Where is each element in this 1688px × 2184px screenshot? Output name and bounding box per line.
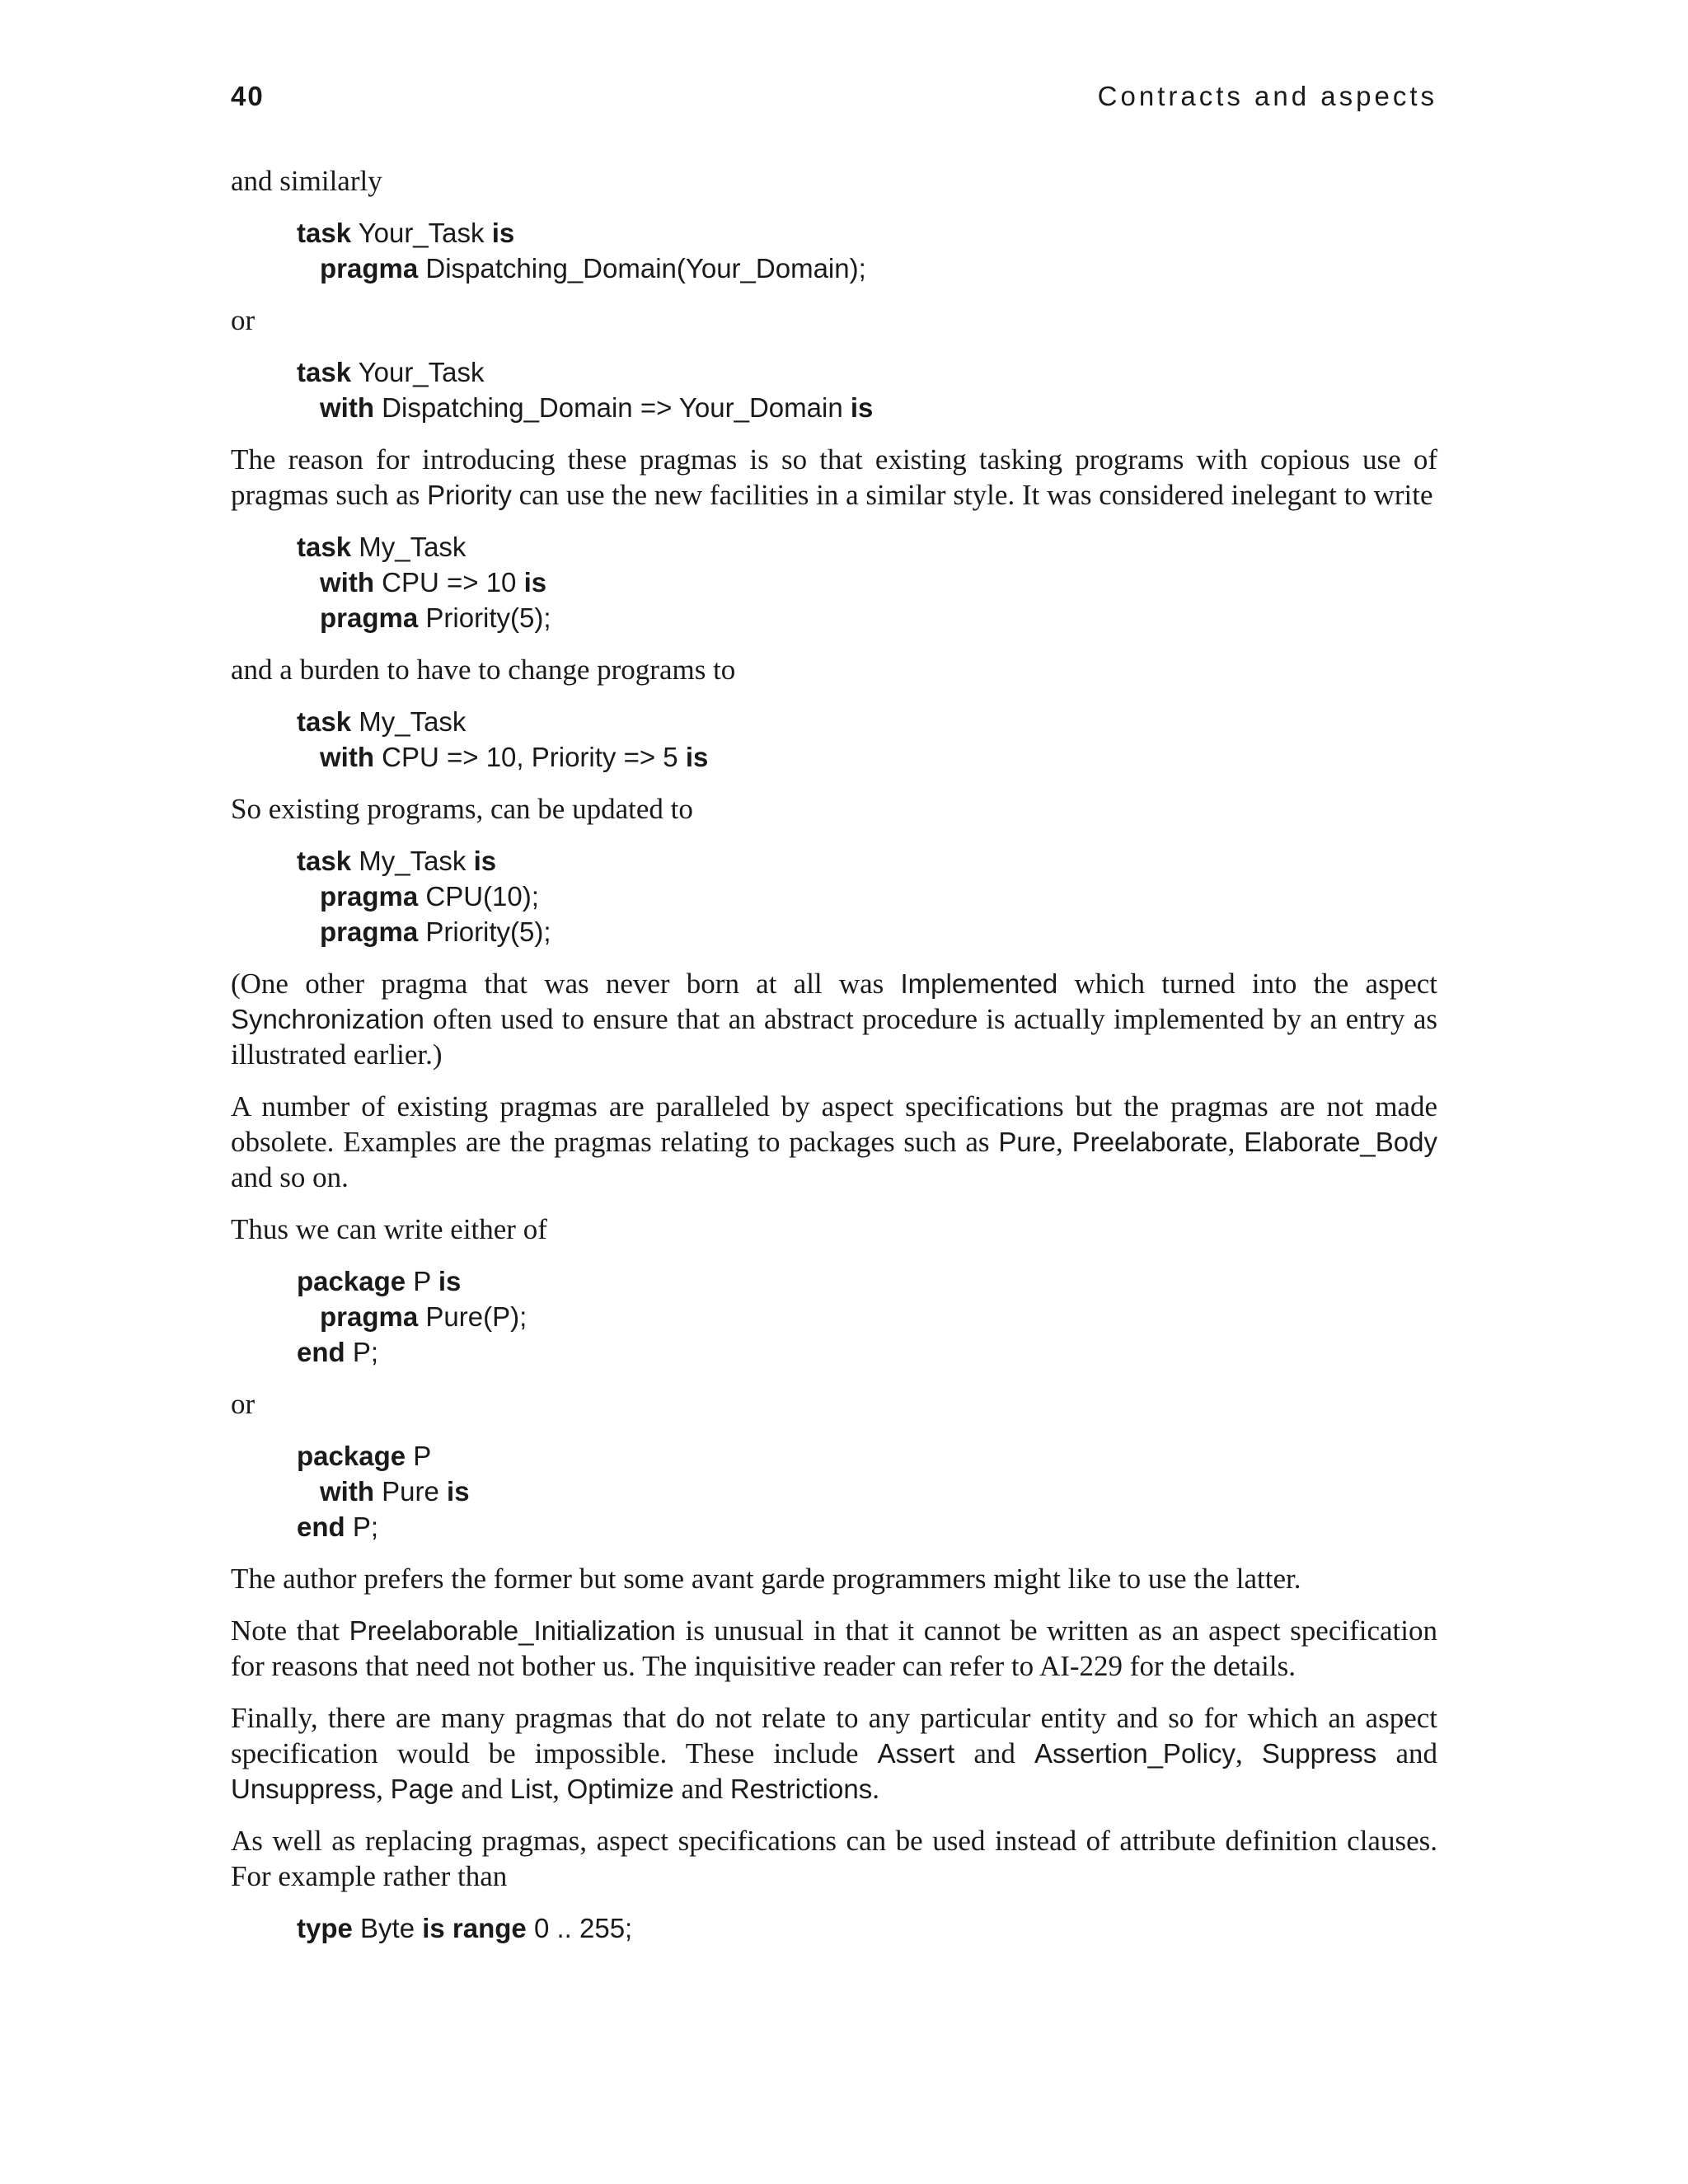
code-line [297,1438,1437,1474]
identifier: Unsuppress [231,1774,377,1804]
keyword: pragma [320,916,419,947]
code-line [297,251,1437,286]
text-run: and [673,1773,730,1805]
code-line [297,1334,1437,1370]
keyword: is [523,567,547,598]
code-line [297,1910,1437,1946]
keyword: is [685,742,709,772]
text-run: , [1235,1737,1262,1769]
code-line [297,390,1437,425]
paragraph: or [231,1388,256,1420]
keyword: is [473,846,497,876]
keyword: with [320,1476,374,1507]
identifier: List [509,1774,553,1804]
keyword: pragma [320,1301,419,1332]
paragraph [231,1700,1437,1807]
paragraph [231,442,1437,513]
code-text: Priority(5); [418,916,551,947]
text-run: , [376,1773,391,1805]
code-text: Your_Task [351,357,485,387]
text-run: is unusual in that it cannot be written as an aspect specification for reasons that need not bother us. The inquisitive reader can refer to AI-229 for the details. [231,1615,1437,1682]
identifier: Assert [877,1738,955,1769]
code-line [297,1299,1437,1334]
keyword: task [297,357,352,387]
code-block [297,1263,1437,1370]
keyword: end [297,1337,345,1367]
page-header [231,81,1437,117]
code-text: CPU(10); [418,881,539,912]
code-line [297,215,1437,251]
keyword: with [320,742,374,772]
code-text: My_Task [351,846,474,876]
code-text: Dispatching_Domain(Your_Domain); [418,253,866,284]
keyword: is [438,1266,462,1296]
keyword: task [297,532,352,562]
code-text: Your_Task [351,218,492,248]
identifier: Implemented [900,968,1058,999]
text-run: (One other pragma that was never born at all was [231,968,901,1000]
code-text: Pure(P); [418,1301,528,1332]
code-text: Priority(5); [418,602,551,633]
code-line [297,600,1437,635]
text-run: and [1376,1737,1437,1769]
text-run: can use the new facilities in a similar style. It was considered inelegant to write [511,479,1433,511]
keyword: package [297,1266,406,1296]
code-block [297,843,1437,949]
code-line [297,565,1437,600]
keyword: pragma [320,881,419,912]
paragraph: and similarly [231,165,382,197]
identifier: Pure [998,1127,1057,1157]
page-body [231,163,1437,1962]
code-text: My_Task [351,532,467,562]
code-text: CPU => 10, Priority => 5 [373,742,686,772]
code-line [297,914,1437,949]
identifier: Page [390,1774,454,1804]
paragraph [231,1089,1437,1195]
identifier: Preelaborable_Initialization [349,1615,676,1646]
code-text: P [406,1266,438,1296]
code-line [297,1474,1437,1509]
identifier: Suppress [1261,1738,1377,1769]
code-text: Pure [373,1476,448,1507]
keyword: type [297,1913,353,1943]
paragraph: or [231,304,256,336]
paragraph: and a burden to have to change programs to [231,654,736,686]
code-text: CPU => 10 [373,567,524,598]
keyword: task [297,846,352,876]
code-text: Byte [352,1913,423,1943]
keyword: with [320,567,374,598]
paragraph: The author prefers the former but some avant garde programmers might like to use the latter. [231,1563,1301,1595]
keyword: is [447,1476,470,1507]
code-line [297,354,1437,390]
paragraph: Thus we can write either of [231,1213,547,1245]
code-block [297,529,1437,635]
text-run: The reason for introducing these pragmas is so that existing tasking programs with copious use of pragmas such as [231,443,1437,511]
identifier: Restrictions [729,1774,873,1804]
identifier: Elaborate_Body [1244,1127,1438,1157]
code-line [297,704,1437,739]
code-text: P; [345,1511,379,1542]
text-run: often used to ensure that an abstract procedure is actually implemented by an entry as illustrated earlier.) [231,1003,1437,1071]
code-text: Dispatching_Domain => Your_Domain [373,392,851,423]
identifier: Assertion_Policy [1034,1738,1236,1769]
code-line [297,1509,1437,1544]
text-run: Note that [231,1615,349,1647]
text-run: and so on. [231,1161,349,1193]
keyword: with [320,392,374,423]
page-number: 40 [231,81,265,111]
paragraph [231,1613,1437,1684]
text-run: and [954,1737,1035,1769]
keyword: pragma [320,602,419,633]
code-line [297,879,1437,914]
keyword: is [491,218,515,248]
code-line [297,739,1437,775]
paragraph [231,966,1437,1072]
paragraph: So existing programs, can be updated to [231,793,693,825]
text-run: A number of existing pragmas are paralleled by aspect specifications but the pragmas are not made obsolete. Examples are the pragmas relating to packages such as [231,1090,1437,1158]
code-text: My_Task [351,706,467,737]
text-run: , [1227,1126,1245,1158]
text-run: and [453,1773,510,1805]
code-line [297,843,1437,879]
text-run: Finally, there are many pragmas that do not relate to any particular entity and so for which an aspect specification would be impossible. These include [231,1702,1437,1769]
text-run: which turned into the aspect [1057,968,1437,1000]
identifier: Synchronization [231,1004,424,1034]
code-block [297,215,1437,286]
text-run: . [872,1773,879,1805]
code-block [297,1438,1437,1544]
running-title: Contracts and aspects [1097,81,1437,111]
keyword: end [297,1511,345,1542]
code-text: 0 .. 255; [526,1913,633,1943]
code-block [297,704,1437,775]
code-line [297,529,1437,565]
keyword: task [297,706,352,737]
code-text: P; [345,1337,379,1367]
identifier: Priority [427,480,512,510]
keyword: package [297,1441,406,1471]
keyword: pragma [320,253,419,284]
code-text: P [406,1441,432,1471]
text-run: , [552,1773,567,1805]
keyword: task [297,218,352,248]
identifier: Preelaborate [1071,1127,1228,1157]
text-run: , [1056,1126,1072,1158]
identifier: Optimize [566,1774,674,1804]
keyword: is range [422,1913,527,1943]
paragraph: As well as replacing pragmas, aspect specifications can be used instead of attribute definition clauses. For example rather than [231,1825,1437,1892]
code-block [297,1910,1437,1946]
code-block [297,354,1437,425]
keyword: is [850,392,874,423]
code-line [297,1263,1437,1299]
